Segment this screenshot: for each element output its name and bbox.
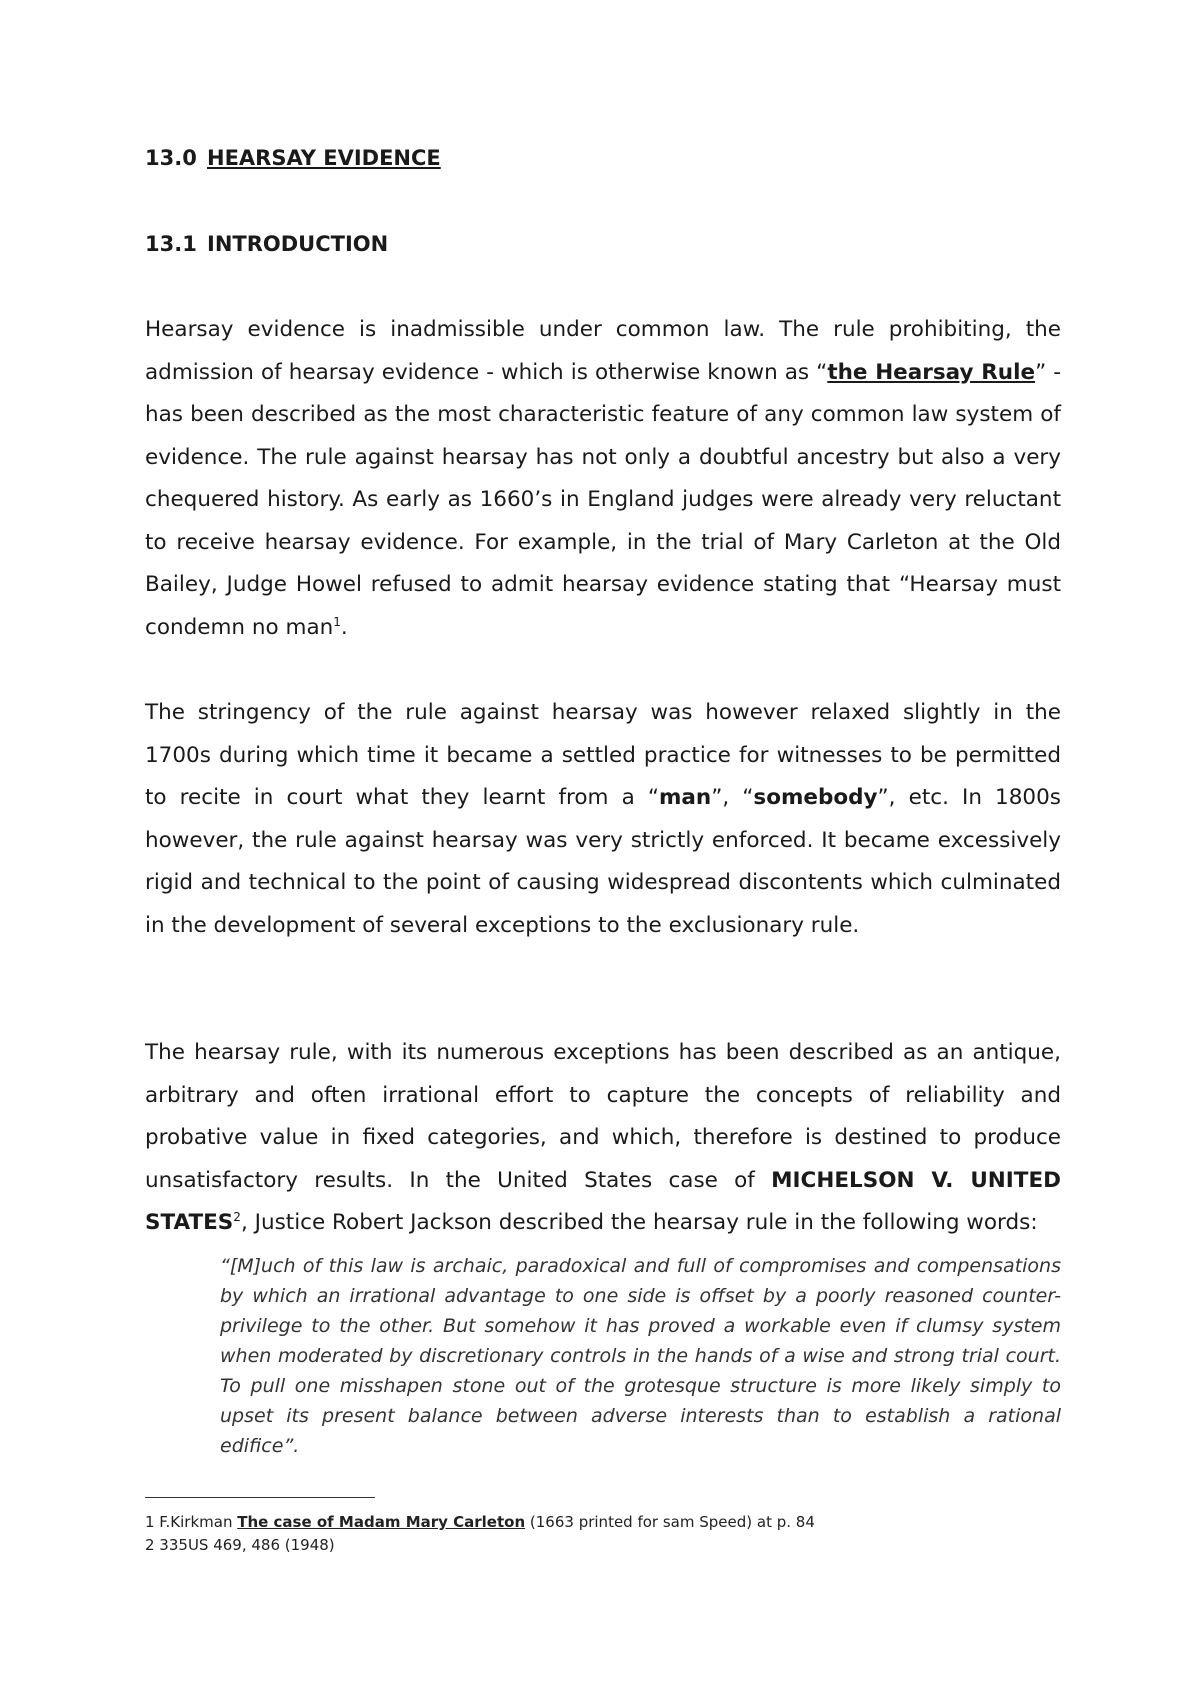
subsection-heading — [145, 232, 388, 256]
hearsay-rule-term: the Hearsay Rule — [827, 359, 1036, 385]
subsection-title: INTRODUCTION — [207, 232, 389, 256]
paragraph-1-text-c: . — [340, 614, 348, 640]
paragraph-2-text-c: ”, etc. In 1800s however, the rule against hearsay was very strictly enforced. It became excessively rigid and technical to the point of causing widespread discontents which culminated in the development of several exceptions to the exclusionary rule. — [145, 785, 1061, 938]
paragraph-2-text-b: ”, “ — [711, 785, 754, 810]
footnote-1 — [145, 1511, 815, 1533]
footnote-ref-1: 1 — [333, 614, 341, 629]
footnote-divider — [145, 1497, 375, 1498]
case-name: MICHELSON V. UNITED STATES — [145, 1167, 1061, 1235]
paragraph-3-text-a: The hearsay rule, with its numerous exceptions has been described as an antique, arbitrary and often irrational effort to capture the concepts of reliability and probative value in fixed categories, and which, therefore is destined to produce unsatisfactory results. In the United States case of — [145, 1040, 1061, 1193]
section-heading — [145, 146, 441, 170]
section-number: 13.0 — [145, 146, 197, 170]
paragraph-3-text-b: , Justice Robert Jackson described the hearsay rule in the following words: — [240, 1210, 1038, 1235]
subsection-number: 13.1 — [145, 232, 197, 256]
footnote-1-title: The case of Madam Mary Carleton — [237, 1513, 526, 1531]
paragraph-3 — [145, 1032, 1061, 1245]
paragraph-1-text-b: ” - has been described as the most characteristic feature of any common law system of evidence. The rule against hearsay has not only a doubtful ancestry but also a very chequered history. As early as 1660’s in England judges were already very reluctant to receive hearsay evidence. For example, in the trial of Mary Carleton at the Old Bailey, Judge Howel refused to admit hearsay evidence stating that “Hearsay must condemn no man — [145, 359, 1062, 640]
term-somebody: somebody — [753, 785, 878, 810]
block-quote: “[M]uch of this law is archaic, paradoxical and full of compromises and compensations by which an irrational advantage to one side is offset by a poorly reasoned counter-privilege to the other. But somehow it has proved a workable even if clumsy system when moderated by discretionary controls in the hands of a wise and strong trial court. To pull one misshapen stone out of the grotesque structure is more likely simply to upset its present balance between adverse interests than to establish a rational edifice”. — [220, 1255, 1061, 1457]
paragraph-1 — [145, 309, 1061, 649]
paragraph-1-text-a: Hearsay evidence is inadmissible under common law. The rule prohibiting, the admission of hearsay evidence - which is otherwise known as “ — [145, 317, 1061, 385]
paragraph-2 — [145, 692, 1061, 947]
footnote-ref-2: 2 — [233, 1209, 241, 1224]
footnote-1-suffix: (1663 printed for sam Speed) at p. 84 — [525, 1513, 815, 1531]
footnote-2: 2 335US 469, 486 (1948) — [145, 1536, 335, 1554]
section-title: HEARSAY EVIDENCE — [207, 146, 441, 170]
paragraph-2-text-a: The stringency of the rule against hearsay was however relaxed slightly in the 1700s during which time it became a settled practice for witnesses to be permitted to recite in court what they learnt from a “ — [145, 700, 1061, 810]
term-man: man — [658, 785, 712, 810]
footnote-1-prefix: 1 F.Kirkman — [145, 1513, 238, 1531]
